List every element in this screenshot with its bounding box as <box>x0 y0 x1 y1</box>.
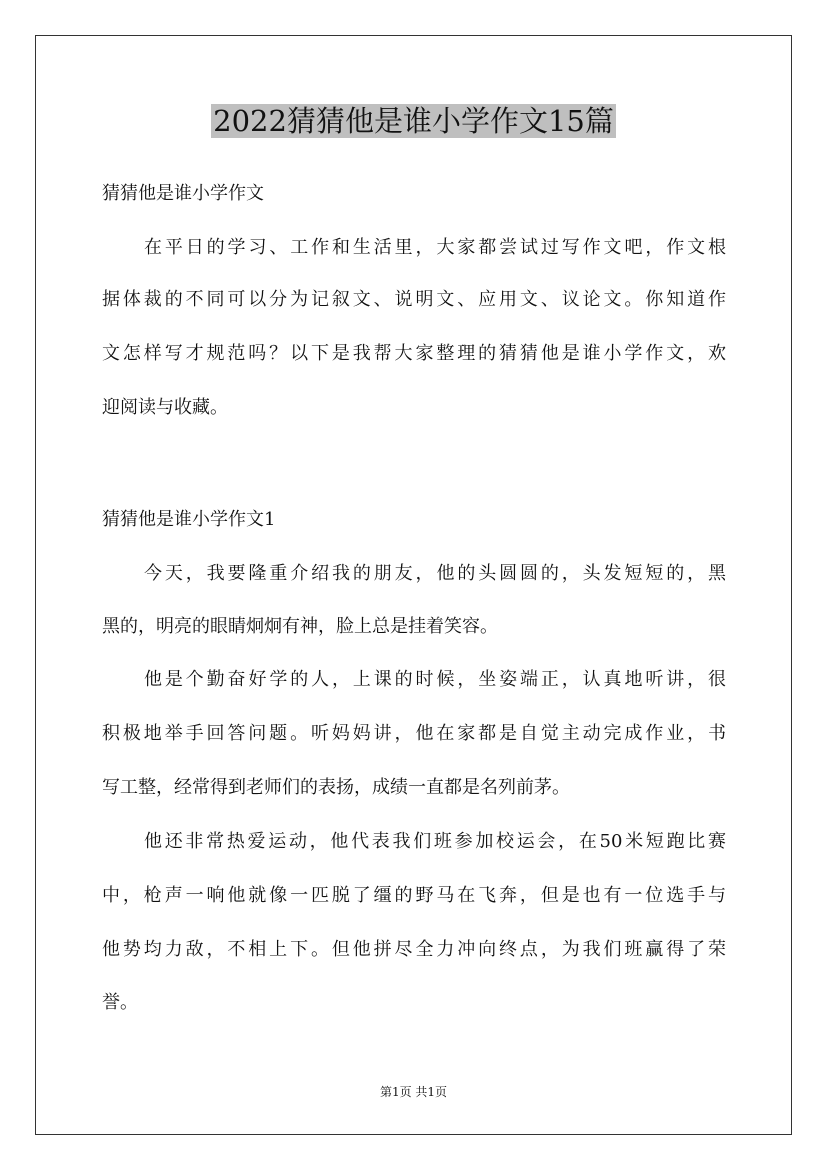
intro-line: 迎阅读与收藏。 <box>102 397 228 418</box>
paragraph-line: 他还非常热爱运动，他代表我们班参加校运会，在50米短跑比赛 <box>144 831 726 852</box>
document-title-text: 2022猜猜他是谁小学作文15篇 <box>213 104 614 138</box>
intro-line: 文怎样写才规范吗？以下是我帮大家整理的猜猜他是谁小学作文，欢 <box>102 343 726 364</box>
paragraph-line: 誉。 <box>102 992 138 1013</box>
paragraph-line: 他是个勤奋好学的人，上课的时候，坐姿端正，认真地听讲，很 <box>144 669 726 690</box>
intro-line: 在平日的学习、工作和生活里，大家都尝试过写作文吧，作文根 <box>144 237 726 258</box>
page-footer: 第1页 共1页 <box>379 1085 448 1099</box>
paragraph-line: 今天，我要隆重介绍我的朋友，他的头圆圆的，头发短短的，黑 <box>144 563 726 584</box>
intro-line: 据体裁的不同可以分为记叙文、说明文、应用文、议论文。你知道作 <box>102 289 726 310</box>
paragraph-line: 中，枪声一响他就像一匹脱了缰的野马在飞奔，但是也有一位选手与 <box>102 885 726 906</box>
document-title <box>0 98 827 144</box>
intro-heading: 猜猜他是谁小学作文 <box>102 183 264 204</box>
paragraph-line: 写工整，经常得到老师们的表扬，成绩一直都是名列前茅。 <box>102 777 570 798</box>
essay-heading: 猜猜他是谁小学作文1 <box>102 509 276 530</box>
paragraph-line: 黑的，明亮的眼睛炯炯有神，脸上总是挂着笑容。 <box>102 616 498 637</box>
paragraph-line: 他势均力敌，不相上下。但他拼尽全力冲向终点，为我们班赢得了荣 <box>102 939 726 960</box>
paragraph-line: 积极地举手回答问题。听妈妈讲，他在家都是自觉主动完成作业，书 <box>102 723 726 744</box>
